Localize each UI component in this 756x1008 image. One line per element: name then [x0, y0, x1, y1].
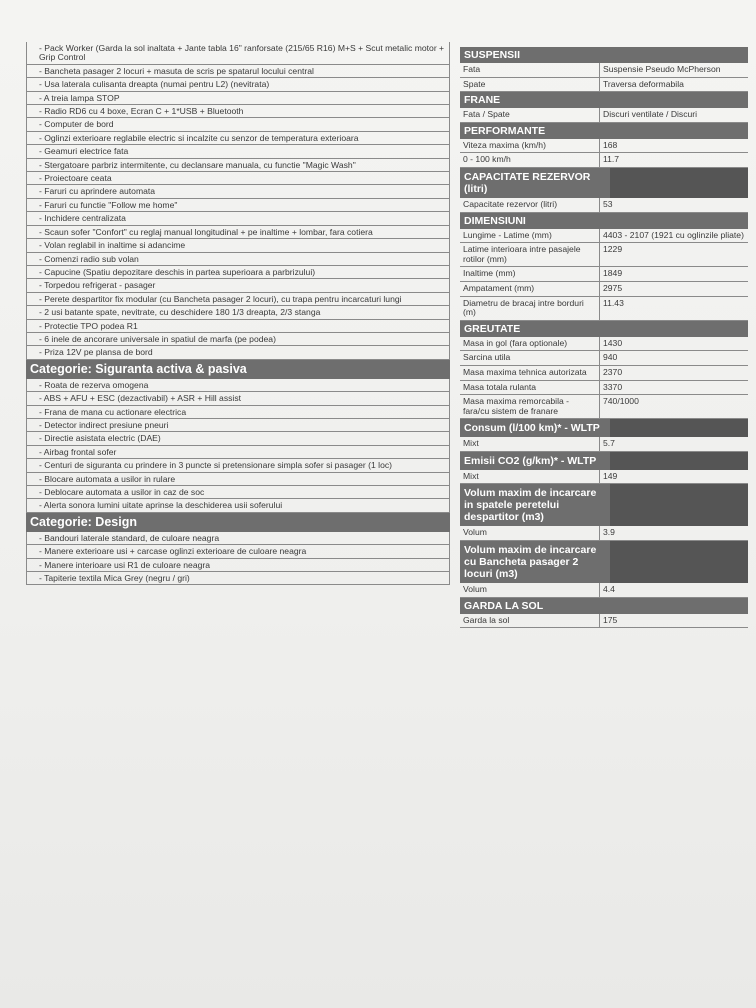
spec-value: 1430 [603, 337, 623, 348]
equipment-item: - Blocare automata a usilor in rulare [27, 473, 449, 486]
spec-key: Masa in gol (fara optionale) [460, 337, 600, 351]
spec-key: Capacitate rezervor (litri) [460, 198, 600, 212]
spec-key: Lungime - Latime (mm) [460, 229, 600, 243]
spec-value: 11.43 [603, 297, 624, 308]
spec-value: 3370 [603, 381, 623, 392]
equipment-item: - Bancheta pasager 2 locuri + masuta de scris pe spatarul locului central [27, 65, 449, 78]
equipment-item: - Protectie TPO podea R1 [27, 320, 449, 333]
spec-key: Volum [460, 583, 600, 597]
spec-row [460, 583, 748, 598]
spec-row [460, 366, 748, 381]
equipment-item: - Torpedou refrigerat - pasager [27, 279, 449, 292]
spec-key: Masa totala rulanta [460, 381, 600, 395]
spec-row [460, 351, 748, 366]
spec-value: 175 [603, 614, 618, 625]
equipment-item: - Priza 12V pe plansa de bord [27, 346, 449, 359]
equipment-item: - Perete despartitor fix modular (cu Bancheta pasager 2 locuri), cu trapa pentru incarcaturi lungi [27, 293, 449, 306]
equipment-item: - Centuri de siguranta cu prindere in 3 puncte si pretensionare simpla sofer si pasager (1 loc) [27, 459, 449, 472]
equipment-item: - Bandouri laterale standard, de culoare neagra [27, 532, 449, 545]
spec-row [460, 108, 748, 123]
equipment-item: - Geamuri electrice fata [27, 145, 449, 158]
spec-key: Sarcina utila [460, 351, 600, 365]
section-suspensii: SUSPENSII [460, 47, 748, 63]
equipment-list-standard [26, 42, 450, 360]
spec-value: 3.9 [603, 527, 615, 538]
equipment-item: - Comenzi radio sub volan [27, 253, 449, 266]
spec-value: 2975 [603, 282, 623, 293]
section-frane: FRANE [460, 92, 748, 108]
specs-table [460, 47, 748, 628]
equipment-item: - ABS + AFU + ESC (dezactivabil) + ASR + Hill assist [27, 392, 449, 405]
spec-value: 940 [603, 352, 618, 363]
equipment-item: - Volan reglabil in inaltime si adancime [27, 239, 449, 252]
spec-key: Fata [460, 63, 600, 77]
spec-value: Traversa deformabila [603, 78, 684, 89]
spec-value: 11.7 [603, 154, 620, 165]
spec-row [460, 198, 748, 213]
equipment-item: - Detector indirect presiune pneuri [27, 419, 449, 432]
section-volum-bancheta [460, 541, 748, 583]
equipment-item: - Directie asistata electric (DAE) [27, 432, 449, 445]
section-greutate: GREUTATE [460, 321, 748, 337]
equipment-item: - Tapiterie textila Mica Grey (negru / gri) [27, 572, 449, 585]
spec-value: 53 [603, 198, 613, 209]
spec-row [460, 282, 748, 297]
spec-row [460, 229, 748, 244]
section-emisii [460, 452, 748, 470]
equipment-item: - Inchidere centralizata [27, 212, 449, 225]
spec-row [460, 139, 748, 154]
spec-value: 2370 [603, 366, 623, 377]
section-volum-perete-title: Volum maxim de incarcare in spatele peretelui despartitor (m3) [460, 484, 610, 526]
spec-key: Mixt [460, 470, 600, 484]
equipment-item: - Faruri cu functie "Follow me home" [27, 199, 449, 212]
spec-value: 740/1000 [603, 396, 639, 407]
equipment-item: - Frana de mana cu actionare electrica [27, 406, 449, 419]
spec-row [460, 395, 748, 419]
category-design-header: Categorie: Design [26, 513, 450, 532]
spec-row [460, 381, 748, 396]
spec-row [460, 526, 748, 541]
equipment-item: - Usa laterala culisanta dreapta (numai pentru L2) (nevitrata) [27, 78, 449, 91]
category-safety-header: Categorie: Siguranta activa & pasiva [26, 360, 450, 379]
section-capacitate-title: CAPACITATE REZERVOR (litri) [460, 168, 610, 198]
spec-value: 4403 - 2107 (1921 cu oglinzile pliate) [603, 229, 744, 240]
section-consum-title: Consum (l/100 km)* - WLTP [460, 419, 610, 437]
equipment-item: - Alerta sonora lumini uitate aprinse la deschiderea usii soferului [27, 499, 449, 512]
spec-key: Viteza maxima (km/h) [460, 139, 600, 153]
spec-key: Ampatament (mm) [460, 282, 600, 296]
equipment-item: - Computer de bord [27, 118, 449, 131]
section-consum [460, 419, 748, 437]
equipment-item: - Capucine (Spatiu depozitare deschis in partea superioara a parbrizului) [27, 266, 449, 279]
spec-key: Spate [460, 78, 600, 92]
spec-value: 4.4 [603, 584, 615, 595]
equipment-table [26, 42, 450, 585]
equipment-item: - Pack Worker (Garda la sol inaltata + Jante tabla 16" ranforsate (215/65 R16) M+S + Scut metalic motor + Grip Control [27, 42, 449, 65]
spec-key: Masa maxima tehnica autorizata [460, 366, 600, 380]
spec-row [460, 153, 748, 168]
spec-key: 0 - 100 km/h [460, 153, 600, 167]
spec-key: Volum [460, 526, 600, 540]
equipment-item: - Oglinzi exterioare reglabile electric si incalzite cu senzor de temperatura exterioara [27, 132, 449, 145]
spec-row [460, 63, 748, 78]
section-volum-perete [460, 484, 748, 526]
spec-key: Garda la sol [460, 614, 600, 628]
spec-value: 1849 [603, 268, 623, 279]
equipment-item: - Proiectoare ceata [27, 172, 449, 185]
equipment-item: - Roata de rezerva omogena [27, 379, 449, 392]
equipment-item: - Manere interioare usi R1 de culoare neagra [27, 559, 449, 572]
equipment-item: - 6 inele de ancorare universale in spatiul de marfa (pe podea) [27, 333, 449, 346]
spec-row [460, 437, 748, 452]
section-performante: PERFORMANTE [460, 123, 748, 139]
spec-value: Discuri ventilate / Discuri [603, 109, 698, 120]
spec-row [460, 78, 748, 93]
spec-key: Latime interioara intre pasajele rotilor (mm) [460, 243, 600, 266]
spec-value: 5.7 [603, 438, 615, 449]
equipment-item: - Stergatoare parbriz intermitente, cu declansare manuala, cu functie "Magic Wash" [27, 159, 449, 172]
spec-key: Diametru de bracaj intre borduri (m) [460, 297, 600, 320]
equipment-item: - A treia lampa STOP [27, 92, 449, 105]
spec-key: Inaltime (mm) [460, 267, 600, 281]
spec-value: 168 [603, 139, 618, 150]
spec-key: Mixt [460, 437, 600, 451]
spec-key: Fata / Spate [460, 108, 600, 122]
section-garda: GARDA LA SOL [460, 598, 748, 614]
spec-key: Masa maxima remorcabila - fara/cu sistem de franare [460, 395, 600, 418]
spec-row [460, 243, 748, 267]
spec-value: Suspensie Pseudo McPherson [603, 64, 721, 74]
equipment-item: - Deblocare automata a usilor in caz de soc [27, 486, 449, 499]
section-emisii-title: Emisii CO2 (g/km)* - WLTP [460, 452, 610, 470]
section-volum-bancheta-title: Volum maxim de incarcare cu Bancheta pasager 2 locuri (m3) [460, 541, 610, 583]
equipment-item: - Radio RD6 cu 4 boxe, Ecran C + 1*USB + Bluetooth [27, 105, 449, 118]
spec-row [460, 337, 748, 352]
spec-row [460, 614, 748, 629]
section-dimensiuni: DIMENSIUNI [460, 213, 748, 229]
equipment-item: - Faruri cu aprindere automata [27, 185, 449, 198]
spec-row [460, 470, 748, 485]
equipment-item: - Scaun sofer "Confort" cu reglaj manual longitudinal + pe inaltime + lombar, fara cotiera [27, 226, 449, 239]
equipment-item: - Airbag frontal sofer [27, 446, 449, 459]
equipment-list-safety [26, 379, 450, 513]
spec-value: 149 [603, 470, 618, 481]
spec-value: 1229 [603, 244, 623, 255]
equipment-item: - 2 usi batante spate, nevitrate, cu deschidere 180 1/3 dreapta, 2/3 stanga [27, 306, 449, 319]
section-capacitate [460, 168, 748, 198]
equipment-list-design [26, 532, 450, 586]
spec-row [460, 297, 748, 321]
equipment-item: - Manere exterioare usi + carcase oglinzi exterioare de culoare neagra [27, 545, 449, 558]
spec-row [460, 267, 748, 282]
